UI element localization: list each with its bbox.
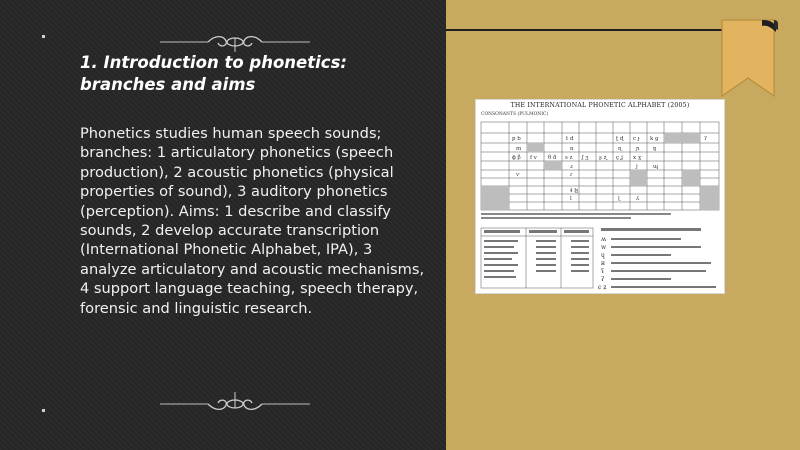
svg-text:f v: f v [530, 155, 537, 161]
svg-text:ɹ: ɹ [570, 164, 573, 170]
svg-text:ç ʝ: ç ʝ [616, 155, 623, 161]
svg-text:k ɡ: k ɡ [650, 136, 659, 142]
slide-body: Phonetics studies human speech sounds; branches: 1 articulatory phonetics (speech production), 2 acoustic phonetics (physical properties of sound), 3 auditory phonetics (perception). Aims: 1 describe and classify sounds, 2 develop accurate transcription (International Phonetic Alphabet, IPA), 3 analyze articulatory and acoustic mechanisms, 4 support language teaching, speech therapy, forensic and linguistic research. [80, 125, 425, 317]
svg-text:ʍ: ʍ [601, 236, 607, 243]
svg-text:ʎ: ʎ [636, 196, 640, 202]
svg-text:ɾ: ɾ [570, 172, 573, 178]
svg-text:ɳ: ɳ [618, 146, 622, 152]
bottom-flourish-icon [160, 390, 310, 416]
svg-text:ʡ: ʡ [601, 276, 605, 283]
svg-text:c ɟ: c ɟ [633, 136, 640, 142]
svg-text:ɲ: ɲ [636, 146, 640, 152]
bookmark-ribbon-icon [718, 18, 778, 100]
svg-text:ɸ β: ɸ β [512, 155, 521, 161]
svg-text:ɬ ɮ: ɬ ɮ [570, 188, 579, 194]
svg-text:ʔ: ʔ [704, 136, 707, 142]
ipa-chart-image [475, 99, 725, 294]
svg-text:l: l [570, 196, 572, 202]
svg-text:p b: p b [512, 136, 521, 142]
svg-text:ʈ ɖ: ʈ ɖ [616, 136, 624, 142]
svg-text:ʜ: ʜ [601, 260, 605, 267]
svg-text:ɭ: ɭ [618, 196, 620, 202]
svg-text:ʃ ʒ: ʃ ʒ [582, 155, 589, 161]
ipa-table-graphic [476, 100, 724, 293]
slide-title: 1. Introduction to phonetics: branches and aims [80, 53, 347, 94]
svg-text:x ɣ: x ɣ [633, 155, 642, 161]
svg-text:w: w [601, 244, 607, 251]
corner-ornament-icon [42, 409, 45, 412]
svg-text:ɥ: ɥ [601, 252, 605, 259]
svg-text:ʢ: ʢ [601, 268, 605, 275]
svg-text:ɕ ʑ: ɕ ʑ [598, 284, 607, 291]
svg-text:ⱱ: ⱱ [516, 172, 520, 178]
corner-ornament-icon [42, 35, 45, 38]
svg-text:ʂ ʐ: ʂ ʐ [599, 155, 607, 161]
chart-subtitle: CONSONANTS (PULMONIC) [481, 112, 549, 117]
svg-text:θ ð: θ ð [548, 155, 557, 161]
svg-text:m: m [516, 146, 522, 152]
svg-text:ŋ: ŋ [653, 146, 657, 152]
svg-text:t d: t d [566, 136, 574, 142]
svg-text:n: n [570, 146, 574, 152]
svg-text:j: j [636, 164, 638, 170]
svg-text:s z: s z [565, 155, 573, 161]
svg-text:ɰ: ɰ [653, 164, 659, 170]
chart-title: THE INTERNATIONAL PHONETIC ALPHABET (2005) [510, 102, 690, 109]
